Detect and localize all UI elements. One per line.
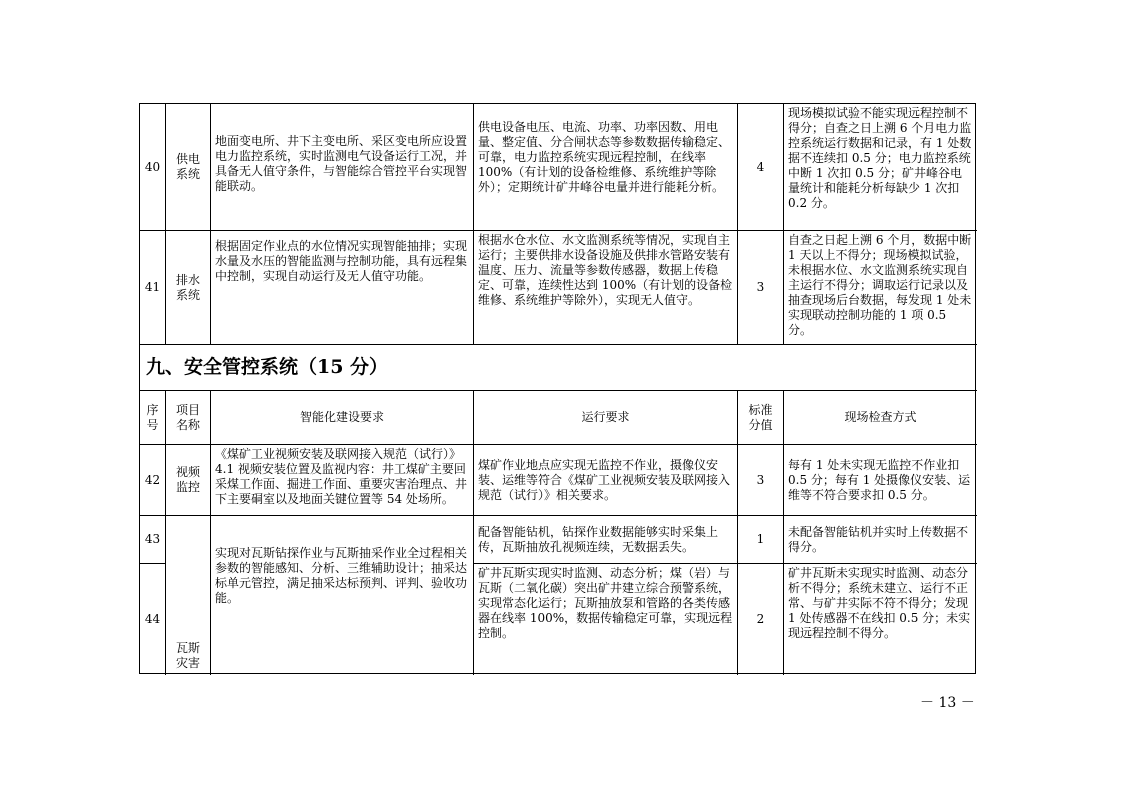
row-name: 排水 系统 xyxy=(166,231,211,345)
row-name: 视频 监控 xyxy=(166,445,211,516)
header-requirement: 智能化建设要求 xyxy=(211,391,474,445)
row-requirement: 地面变电所、井下主变电所、采区变电所应设置电力监控系统，实时监测电气设备运行工况，并具备无人值守条件，与智能综合管控平台实现智能联动。 xyxy=(211,104,474,231)
row-name: 瓦斯 灾害 xyxy=(166,516,211,675)
row-no: 41 xyxy=(140,231,166,345)
header-name: 项目 名称 xyxy=(166,391,211,445)
row-operation: 供电设备电压、电流、功率、功率因数、用电量、整定值、分合闸状态等参数数据传输稳定、可靠，电力监控系统实现远程控制，在线率 100%（有计划的设备检维修、系统维护等除外）；定期统计矿井峰谷电量并进行能耗分析。 xyxy=(474,104,738,231)
section-title: 九、安全管控系统（15 分） xyxy=(140,345,977,391)
row-operation: 配备智能钻机，钻探作业数据能够实时采集上传，瓦斯抽放孔视频连续，无数据丢失。 xyxy=(474,516,738,564)
row-no: 40 xyxy=(140,104,166,231)
row-operation: 根据水仓水位、水文监测系统等情况，实现自主运行；主要供排水设备设施及供排水管路安装有温度、压力、流量等参数传感器，数据上传稳定、可靠，连续性达到 100%（有计划的设备检维修、系统维护等除外），实现无人值守。 xyxy=(474,231,738,345)
row-requirement: 根据固定作业点的水位情况实现智能抽排；实现水量及水压的智能监测与控制功能，具有远程集中控制，实现自动运行及无人值守功能。 xyxy=(211,231,474,345)
row-requirement: 《煤矿工业视频安装及联网接入规范（试行）》4.1 视频安装位置及监视内容：井工煤矿主要回采煤工作面、掘进工作面、重要灾害治理点、井下主要硐室以及地面关键位置等 54 处场所。 xyxy=(211,445,474,516)
row-check: 矿井瓦斯未实现实时监测、动态分析不得分；系统未建立、运行不正常、与矿井实际不符不得分；发现 1 处传感器不在线扣 0.5 分；未实现远程控制不得分。 xyxy=(788,566,971,640)
row-score: 3 xyxy=(738,445,784,516)
row-check: 现场模拟试验不能实现远程控制不得分；自查之日上溯 6 个月电力监控系统运行数据和记录，有 1 处数据不连续扣 0.5 分；电力监控系统中断 1 次扣 0.5 分；矿井峰谷电量统计和能耗分析每缺少 1 次扣 0.2 分。 xyxy=(784,104,977,231)
row-check: 自查之日起上溯 6 个月，数据中断 1 天以上不得分；现场模拟试验，未根据水位、水文监测系统实现自主运行不得分；调取运行记录以及抽查现场后台数据，每发现 1 处未实现联动控制功能的 1 项 0.5 分。 xyxy=(784,231,977,345)
row-requirement: 实现对瓦斯钻探作业与瓦斯抽采作业全过程相关参数的智能感知、分析、三维辅助设计；抽采达标单元管控，满足抽采达标预判、评判、验收功能。 xyxy=(211,516,474,675)
row-score: 4 xyxy=(738,104,784,231)
row-operation: 煤矿作业地点应实现无监控不作业，摄像仪安装、运维等符合《煤矿工业视频安装及联网接入规范（试行）》相关要求。 xyxy=(474,445,738,516)
row-score: 3 xyxy=(738,231,784,345)
row-no: 44 xyxy=(140,564,166,675)
row-operation: 矿井瓦斯实现实时监测、动态分析；煤（岩）与瓦斯（二氧化碳）突出矿井建立综合预警系统，实现常态化运行；瓦斯抽放泵和管路的各类传感器在线率 100%，数据传输稳定可靠，实现远程控制。 xyxy=(474,564,738,675)
header-check: 现场检查方式 xyxy=(784,391,977,445)
header-no: 序 号 xyxy=(140,391,166,445)
row-name: 供电 系统 xyxy=(166,104,211,231)
row-no: 43 xyxy=(140,516,166,564)
row-check: 未配备智能钻机并实时上传数据不得分。 xyxy=(784,516,977,564)
page-number: － 13 － xyxy=(920,695,975,711)
standards-table xyxy=(139,103,976,674)
row-no: 42 xyxy=(140,445,166,516)
row-score: 2 xyxy=(738,564,784,675)
header-score: 标准 分值 xyxy=(738,391,784,445)
row-check: 每有 1 处未实现无监控不作业扣 0.5 分；每有 1 处摄像仪安装、运维等不符合要求扣 0.5 分。 xyxy=(784,445,977,516)
header-operation: 运行要求 xyxy=(474,391,738,445)
row-score: 1 xyxy=(738,516,784,564)
